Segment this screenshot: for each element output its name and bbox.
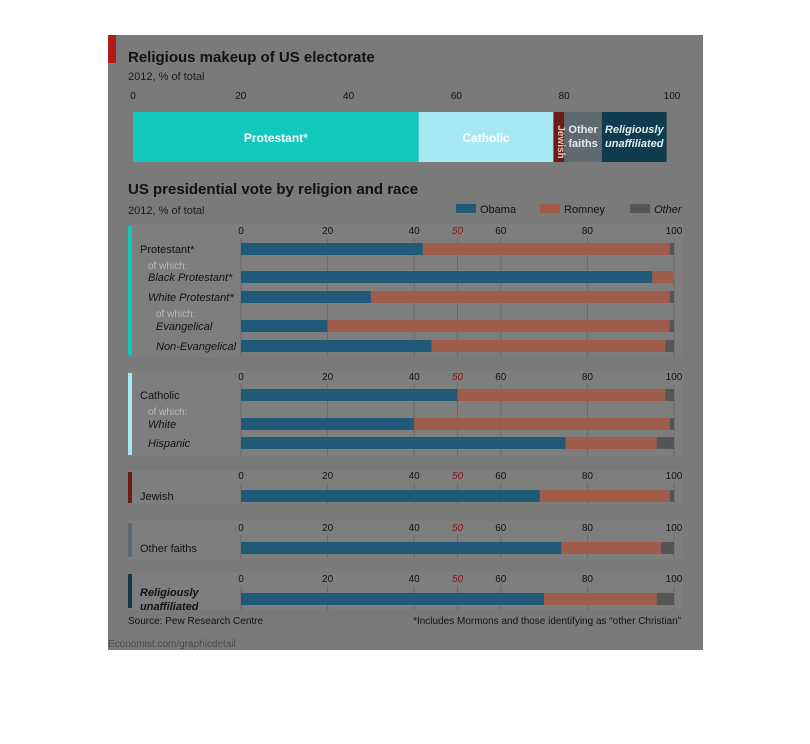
row-header-label: of which: xyxy=(148,261,188,272)
bar-obama xyxy=(241,542,561,554)
chart2-tick-label: 100 xyxy=(665,226,683,237)
bar-romney xyxy=(544,593,657,605)
row-label: Jewish xyxy=(140,491,174,503)
chart2-tick-label: 80 xyxy=(581,523,593,534)
segment-label: faiths xyxy=(568,138,598,150)
bar-obama xyxy=(241,271,652,283)
bar-other xyxy=(661,542,674,554)
row-label: Black Protestant* xyxy=(148,272,233,284)
legend-label: Romney xyxy=(564,204,605,216)
bar-obama xyxy=(241,437,566,449)
chart2-title: US presidential vote by religion and race xyxy=(128,181,419,198)
bar-romney xyxy=(423,243,670,255)
bar-obama xyxy=(241,490,540,502)
bar-romney xyxy=(371,291,670,303)
chart2-tick-label: 40 xyxy=(408,523,420,534)
legend-swatch-romney xyxy=(540,204,560,213)
bar-romney xyxy=(566,437,657,449)
row-label: White Protestant* xyxy=(148,292,234,304)
chart-graphic xyxy=(108,35,703,650)
source-note: Source: Pew Research Centre xyxy=(128,616,264,627)
chart2-subtitle: 2012, % of total xyxy=(128,205,205,217)
chart2-tick-label: 50 xyxy=(451,523,464,534)
chart2-tick-label: 40 xyxy=(408,372,420,383)
chart1-segment-religiously-unaffiliated xyxy=(602,112,667,162)
chart2-tick-label: 50 xyxy=(451,471,464,482)
credit-line: Economist.com/graphicdetail xyxy=(108,639,236,650)
row-label: Other faiths xyxy=(140,543,197,555)
bar-other xyxy=(670,320,674,332)
bar-other xyxy=(670,291,674,303)
bar-romney xyxy=(432,340,666,352)
bar-other xyxy=(670,418,674,430)
bar-other xyxy=(670,243,674,255)
bar-obama xyxy=(241,320,328,332)
bar-other xyxy=(670,490,674,502)
row-header-label: of which: xyxy=(148,407,188,418)
segment-label: Religiously xyxy=(604,124,664,136)
chart2-tick-label: 20 xyxy=(322,226,334,237)
bar-romney xyxy=(328,320,670,332)
chart2-tick-label: 100 xyxy=(665,372,683,383)
chart2-tick-label: 40 xyxy=(408,226,420,237)
chart2-tick-label: 60 xyxy=(495,523,507,534)
chart2-tick-label: 80 xyxy=(581,471,593,482)
chart2-tick-label: 0 xyxy=(238,372,244,383)
footnote: *Includes Mormons and those identifying as “other Christian” xyxy=(413,616,681,627)
row-header-label: of which: xyxy=(156,309,196,320)
group-accent-bar xyxy=(128,574,132,608)
bar-obama xyxy=(241,593,544,605)
chart2-tick-label: 40 xyxy=(408,471,420,482)
chart2-tick-label: 20 xyxy=(322,372,334,383)
chart1-tick-label: 0 xyxy=(130,91,136,102)
bar-obama xyxy=(241,418,414,430)
row-label: Protestant* xyxy=(140,244,195,256)
row-label: Religiously xyxy=(140,587,199,599)
bar-other xyxy=(657,437,674,449)
chart2-tick-label: 60 xyxy=(495,226,507,237)
brand-tag xyxy=(108,35,116,63)
row-label: Evangelical xyxy=(156,321,213,333)
legend-swatch-other xyxy=(630,204,650,213)
row-label: Catholic xyxy=(140,390,180,402)
chart2-tick-label: 50 xyxy=(451,226,464,237)
segment-label: Jewish xyxy=(554,125,566,159)
row-label: unaffiliated xyxy=(140,601,199,613)
chart2-tick-label: 80 xyxy=(581,574,593,585)
chart2-tick-label: 60 xyxy=(495,372,507,383)
chart2-tick-label: 50 xyxy=(451,372,464,383)
bar-obama xyxy=(241,243,423,255)
group-accent-bar xyxy=(128,226,132,355)
chart1-segment-other-faiths xyxy=(564,112,602,162)
chart2-tick-label: 100 xyxy=(665,574,683,585)
chart2-tick-label: 40 xyxy=(408,574,420,585)
bar-romney xyxy=(540,490,670,502)
chart1-tick-label: 40 xyxy=(343,91,355,102)
chart2-tick-label: 80 xyxy=(581,226,593,237)
chart2-tick-label: 20 xyxy=(322,574,334,585)
row-label: White xyxy=(148,419,177,431)
chart1-tick-label: 80 xyxy=(558,91,570,102)
chart2-tick-label: 0 xyxy=(238,471,244,482)
bar-obama xyxy=(241,291,371,303)
bar-romney xyxy=(458,389,666,401)
chart2-tick-label: 20 xyxy=(322,471,334,482)
chart1-tick-label: 100 xyxy=(663,91,681,102)
chart2-tick-label: 100 xyxy=(665,523,683,534)
group-accent-bar xyxy=(128,523,132,557)
chart2-tick-label: 100 xyxy=(665,471,683,482)
chart2-tick-label: 0 xyxy=(238,226,244,237)
bar-obama xyxy=(241,340,432,352)
chart2-tick-label: 60 xyxy=(495,471,507,482)
bar-other xyxy=(665,340,674,352)
chart2-tick-label: 60 xyxy=(495,574,507,585)
legend-label: Other xyxy=(654,204,682,216)
bar-other xyxy=(665,389,674,401)
chart1-tick-label: 20 xyxy=(235,91,247,102)
chart2-tick-label: 20 xyxy=(322,523,334,534)
row-label: Non-Evangelical xyxy=(156,341,237,353)
chart2-tick-label: 0 xyxy=(238,574,244,585)
chart1-tick-label: 60 xyxy=(450,91,462,102)
bar-romney xyxy=(414,418,669,430)
legend-label: Obama xyxy=(480,204,517,216)
bar-romney xyxy=(652,271,674,283)
chart1-title: Religious makeup of US electorate xyxy=(128,49,375,66)
chart-svg xyxy=(108,35,703,650)
row-label: Hispanic xyxy=(148,438,191,450)
group-accent-bar xyxy=(128,472,132,503)
group-accent-bar xyxy=(128,373,132,455)
bar-obama xyxy=(241,389,458,401)
bar-romney xyxy=(561,542,661,554)
legend-swatch-obama xyxy=(456,204,476,213)
bar-other xyxy=(657,593,674,605)
chart2-tick-label: 0 xyxy=(238,523,244,534)
segment-label: Other xyxy=(568,124,598,136)
chart1-subtitle: 2012, % of total xyxy=(128,71,205,83)
chart2-tick-label: 50 xyxy=(451,574,464,585)
segment-label: Catholic xyxy=(462,131,510,145)
segment-label: unaffiliated xyxy=(605,138,664,150)
segment-label: Protestant* xyxy=(243,131,308,145)
chart2-tick-label: 80 xyxy=(581,372,593,383)
